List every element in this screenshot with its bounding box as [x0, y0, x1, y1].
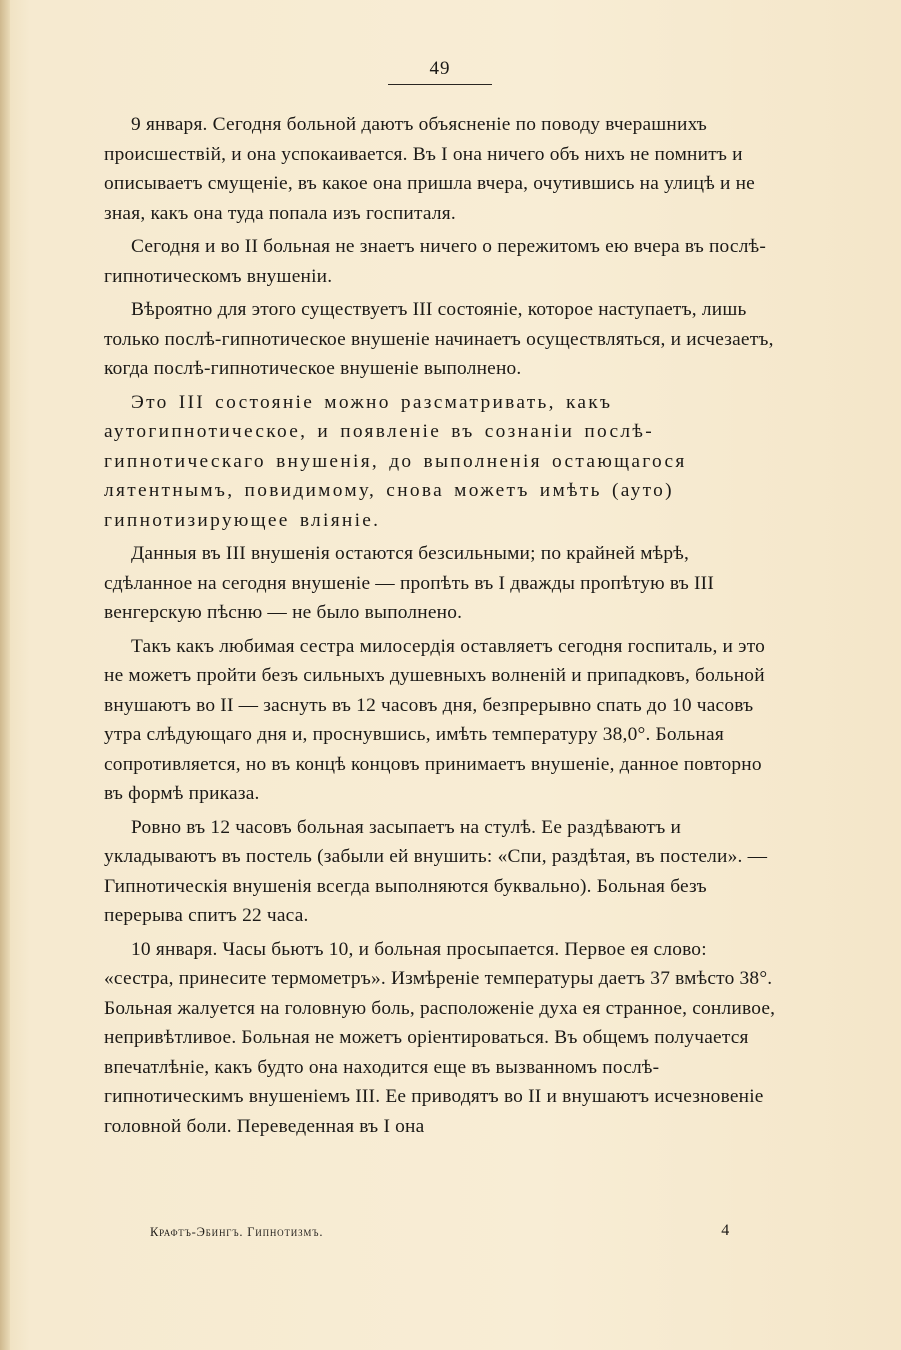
paragraph-1: 9 января. Сегодня больной даютъ объясненіе по поводу вчерашнихъ происшествій, и она успокаивается. Въ I она ничего объ нихъ не помнитъ и описываетъ смущеніе, въ какое она пришла вчера, очутившись на улицѣ и не зная, какъ она туда попала изъ госпиталя. — [104, 114, 755, 224]
paragraph-7: Ровно въ 12 часовъ больная засыпаетъ на стулѣ. Ее раздѣваютъ и укладываютъ въ постель (забыли ей внушить: «Спи, раздѣтая, въ постели». — Гипнотическія внушенія всегда выполняются буквально). Больная безъ перерыва спитъ 22 часа. — [104, 816, 768, 926]
header-rule — [388, 84, 492, 85]
footer-signature: Крафтъ-Эбингъ. Гипнотизмъ. — [150, 1225, 324, 1239]
paragraph-2: Сегодня и во II больная не знаетъ ничего о пережитомъ ею вчера въ послѣ-гипнотическомъ внушеніи. — [104, 236, 767, 287]
paragraph-8: 10 января. Часы бьютъ 10, и больная просыпается. Первое ея слово: «сестра, принесите термометръ». Измѣреніе температуры даетъ 37 вмѣсто 38°. Больная жалуется на головную боль, расположеніе духа ея странное, сонливое, непривѣтливое. Больная не можетъ оріентироваться. Въ общемъ получается впечатлѣніе, какъ будто она находится еще въ вызванномъ послѣ-гипнотическимъ внушеніемъ III. Ее приводятъ во II и внушаютъ исчезновеніе головной боли. Переведенная въ I она — [104, 938, 776, 1137]
sheet-number: 4 — [721, 1222, 730, 1239]
page-header — [388, 58, 492, 85]
body-text — [104, 110, 779, 1145]
page-number: 49 — [429, 58, 451, 79]
page-edge — [0, 0, 10, 1350]
paragraph-5: Данныя въ III внушенія остаются безсильными; по крайней мѣрѣ, сдѣланное на сегодня внушеніе — пропѣть въ I дважды пропѣтую въ III венгерскую пѣсню — не было выполнено. — [104, 543, 714, 623]
paragraph-3: Вѣроятно для этого существуетъ III состояніе, которое наступаетъ, лишь только послѣ-гипнотическое внушеніе начинаетъ осуществляться, и исчезаетъ, когда послѣ-гипнотическое внушеніе выполнено. — [104, 299, 774, 379]
page-footer — [150, 1222, 730, 1240]
paragraph-4-spaced: Это III состояніе можно разсматривать, какъ аутогипнотическое, и появленіе въ сознаніи послѣ-гипнотическаго внушенія, до выполненія остающагося лятентнымъ, повидимому, снова можетъ имѣть (ауто) гипнотизирующее вліяніе. — [104, 391, 687, 531]
paragraph-6: Такъ какъ любимая сестра милосердія оставляетъ сегодня госпиталь, и это не можетъ пройти безъ сильныхъ душевныхъ волненій и припадковъ, больной внушаютъ во II — заснуть въ 12 часовъ дня, безпрерывно спать до 10 часовъ утра слѣдующаго дня и, проснувшись, имѣть температуру 38,0°. Больная сопротивляется, но въ концѣ концовъ принимаетъ внушеніе, данное повторно въ формѣ приказа. — [104, 635, 766, 804]
